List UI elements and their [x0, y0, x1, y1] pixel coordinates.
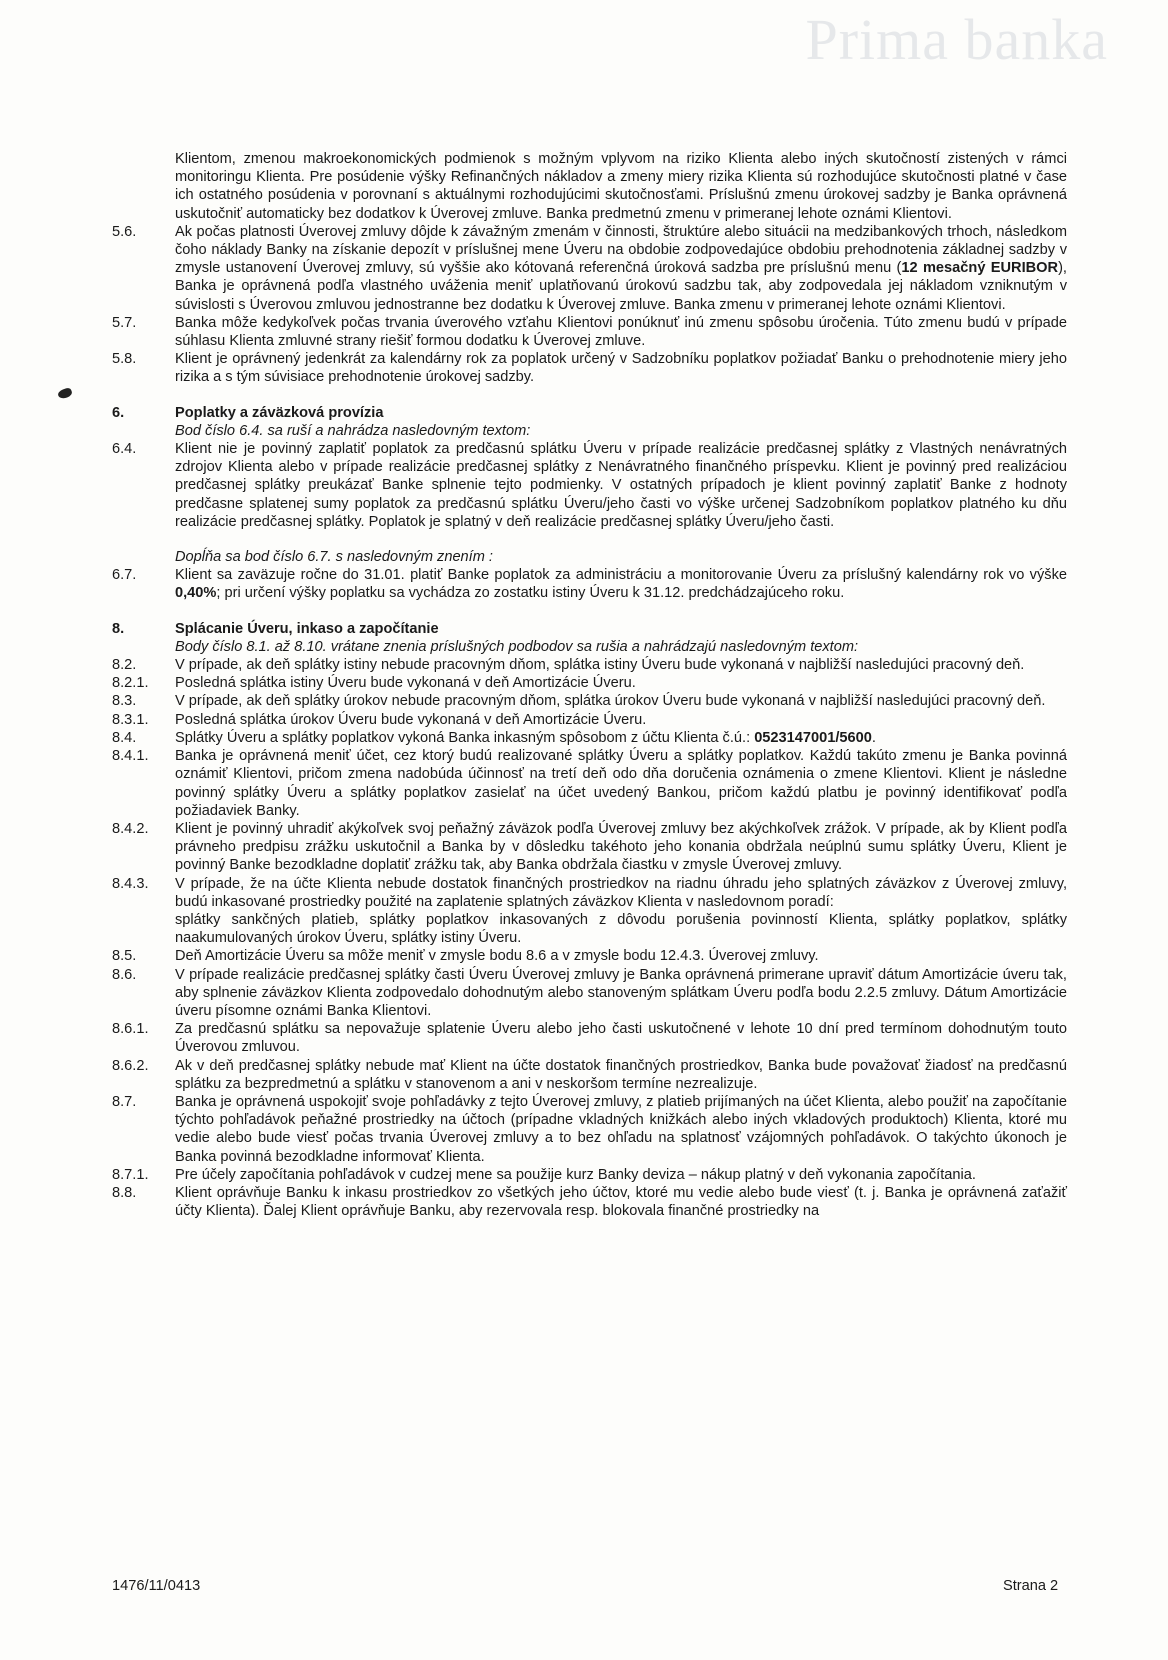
clause-5-8 — [112, 350, 1067, 386]
clause-number: 6.4. — [112, 441, 137, 458]
clause-text: Klient sa zaväzuje ročne do 31.01. platiť Banke poplatok za administráciu a monitorovanie Úveru za príslušný kalendárny rok vo výške 0,40%; pri určení výšky poplatku sa vychádza zo zostatku istiny Úveru k 31.12. predchádzajúceho roku. — [175, 567, 1067, 602]
clause-number: 8.7.1. — [112, 1166, 149, 1183]
clause-text: V prípade, ak deň splátky istiny nebude pracovným dňom, splátka istiny Úveru bude vykonaná v najbližší nasledujúci pracovný deň. — [175, 657, 1025, 674]
clause-text: Za predčasnú splátku sa nepovažuje splatenie Úveru alebo jeho časti uskutočnené v lehote 10 dní pred termínom dohodnutým touto Úverovou zmluvou. — [175, 1021, 1067, 1056]
clause-8-6-2 — [112, 1057, 1067, 1093]
clause-text: Posledná splátka úrokov Úveru bude vykonaná v deň Amortizácie Úveru. — [175, 711, 647, 728]
clause-text: Klient oprávňuje Banku k inkasu prostriedkov zo všetkých jeho účtov, ktoré mu vedie alebo bude viesť (t. j. Banka je oprávnená zaťažiť účty Klienta). Ďalej Klient oprávňuje Banku, aby rezervovala resp. blokovala finančné prostriedky na — [175, 1184, 1067, 1220]
clause-number: 8.4. — [112, 729, 137, 746]
continuation-paragraph: Klientom, zmenou makroekonomických podmienok s možným vplyvom na riziko Klienta alebo iných skutočností zistených v rámci monitoringu Klienta. Pre posúdenie výšky Refinančných nákladov a zmeny miery rizika Klienta sú rozhodujúce skutočnosti platné v čase ich ostatného posúdenia v porovnaní s aktuálnymi rozhodujúcimi skutočnosťami. Príslušnú zmenu úrokovej sadzby je Banka oprávnená uskutočniť automaticky bez dodatkov k Úverovej zmluve. Banka predmetnú zmenu v primeranej lehote oznámi Klientovi. — [175, 151, 1067, 222]
clause-text: Klient nie je povinný zaplatiť poplatok za predčasnú splátku Úveru v prípade realizácie predčasnej splátky z Vlastných nenávratných zdrojov Klienta alebo v prípade realizácie predčasnej splátky z Nenávratného finančného príspevku. Klient je povinný pred realizáciou predčasnej splátky preukázať Banke splnenie tejto podmienky. V ostatných prípadoch je klient povinný zaplatiť Banke z hodnoty predčasne splatenej sumy poplatok za predčasnú splátku Úveru/jeho časti vo výške určenej Sadzobníkom poplatkov platného ku dňu realizácie predčasnej splátky. Poplatok je splatný v deň realizácie predčasnej splátky Úveru/jeho časti. — [175, 441, 1067, 530]
clause-text: Banka je oprávnená uspokojiť svoje pohľadávky z tejto Úverovej zmluvy, z platieb prijímaných na účet Klienta, alebo použiť na započítanie týchto pohľadávok peňažné prostriedky na účtoch (prípadne vkladných knižkách alebo iných vkladových produktoch) Klienta, ktoré mu vedie alebo bude viesť počas trvania Úverovej zmluvy a to bez ohľadu na splatnosť vzájomných pohľadávok. O takýchto úkonoch je Banka povinná bezodkladne informovať Klienta. — [175, 1093, 1067, 1165]
clause-8-8 — [112, 1184, 1067, 1220]
clause-number: 5.7. — [112, 314, 137, 331]
clause-number: 5.8. — [112, 351, 137, 368]
clause-number: 8.7. — [112, 1093, 137, 1110]
clause-number: 6.7. — [112, 567, 137, 584]
payment-order-list: splátky sankčných platieb, splátky poplatkov inkasovaných z dôvodu porušenia povinností Klienta, splátky poplatkov, splátky naakumulovaných úrokov Úveru, splátky istiny Úveru. — [175, 911, 1067, 947]
clause-text: Deň Amortizácie Úveru sa môže meniť v zmysle bodu 8.6 a v zmysle bodu 12.4.3. Úverovej zmluvy. — [175, 948, 819, 965]
clause-text: Ak počas platnosti Úverovej zmluvy dôjde k závažným zmenám v činnosti, štruktúre alebo situácii na medzibankových trhoch, následkom čoho náklady Banky na získanie depozít v príslušnej mene Úveru na obdobie zodpovedajúce obdobiu prehodnotenia základnej sadzby v zmysle ustanovení Úverovej zmluvy, sú vyššie ako kótovaná referenčná úroková sadzba pre príslušnú menu (12 mesačný EURIBOR), Banka je oprávnená podľa vlastného uváženia meniť uplatňovanú úrokovú sadzbu tak, aby zodpovedala jej nákladom vzniknutým v súvislosti s Úverovou zmluvou jednostranne bez dodatku k Úverovej zmluve. Banka zmenu v primeranej lehote oznámi Klientovi. — [175, 223, 1067, 313]
clause-8-4-3 — [112, 875, 1067, 948]
clause-number: 8.4.1. — [112, 748, 149, 765]
clause-8-7 — [112, 1093, 1067, 1166]
clause-number: 8.6.1. — [112, 1021, 149, 1038]
clause-text: Banka je oprávnená meniť účet, cez ktorý budú realizované splátky Úveru a splátky poplatkov. Každú takúto zmenu je Banka povinná oznámiť Klientovi, pričom zmena nadobúda účinnosť na tretí deň odo dňa doručenia oznámenia o zmene Klientovi. Klient je následne povinný splátky Úveru a splátky poplatkov zasielať na účet uvedený Bankou, pričom každú platbu je povinný identifikovať podľa požiadaviek Banky. — [175, 748, 1067, 819]
clause-number: 8.2. — [112, 657, 137, 674]
clause-8-5 — [112, 947, 1067, 965]
clause-text — [175, 875, 1067, 948]
clause-number: 8.3. — [112, 693, 137, 710]
clause-number: 8.4.2. — [112, 820, 149, 837]
clause-text: Klient je povinný uhradiť akýkoľvek svoj peňažný záväzok podľa Úverovej zmluvy bez akýchkoľvek zrážok. V prípade, ak by Klient podľa právneho predpisu zrážku uskutočnil a Banka by v dôsledku takéhoto jeho konania obdržala neúplnú sumu splátky Úveru, Klient je povinný Banke bezodkladne doplatiť zrážku tak, aby Banka obdržala čiastku v zmysle Úverovej zmluvy. — [175, 820, 1067, 874]
clause-8-2-1 — [112, 674, 1067, 692]
clause-number: 8.5. — [112, 948, 137, 965]
fee-rate: 0,40% — [175, 585, 217, 602]
clause-text: Banka môže kedykoľvek počas trvania úverového vzťahu Klientovi ponúknuť inú zmenu spôsobu úročenia. Túto zmenu budú v prípade súhlasu Klienta zmluvné strany riešiť formou dodatku k Úverovej zmluve. — [175, 314, 1067, 350]
clause-number: 8.3.1. — [112, 711, 149, 728]
clause-text: V prípade realizácie predčasnej splátky časti Úveru Úverovej zmluvy je Banka oprávnená primerane upraviť dátum Amortizácie úveru tak, aby splnenie záväzkov Klienta zodpovedalo dohodnutým alebo stanoveným splátkam Úveru podľa bodu 2.2.5 zmluvy. Dátum Amortizácie úveru písomne oznámi Banka Klientovi. — [175, 966, 1067, 1019]
clause-number: 8.6. — [112, 966, 137, 983]
rate-name: 12 mesačný EURIBOR — [901, 260, 1059, 277]
amendment-note: Dopĺňa sa bod číslo 6.7. s nasledovným znením : — [175, 549, 493, 566]
bank-logo-watermark: Prima banka — [805, 7, 1108, 72]
section-8-heading — [112, 620, 1067, 638]
clause-8-2 — [112, 656, 1067, 674]
page-number: Strana 2 — [1003, 1578, 1059, 1594]
account-number: 0523147001/5600 — [754, 729, 872, 746]
section-6-heading — [112, 404, 1067, 422]
clause-text: Klient je oprávnený jedenkrát za kalendárny rok za poplatok určený v Sadzobníku poplatkov požiadať Banku o prehodnotenie miery jeho rizika a s tým súvisiace prehodnotenie úrokovej sadzby. — [175, 351, 1067, 386]
document-number: 1476/11/0413 — [112, 1578, 201, 1594]
clause-text: Posledná splátka istiny Úveru bude vykonaná v deň Amortizácie Úveru. — [175, 675, 636, 692]
clause-5-7 — [112, 314, 1067, 350]
clause-8-3 — [112, 692, 1067, 710]
clause-8-6 — [112, 966, 1067, 1021]
section-number: 8. — [112, 620, 125, 637]
clause-8-4 — [112, 729, 1067, 747]
clause-8-4-2 — [112, 820, 1067, 875]
clause-number: 8.2.1. — [112, 675, 149, 692]
clause-5-6 — [112, 223, 1067, 314]
clause-text: Splátky Úveru a splátky poplatkov vykoná Banka inkasným spôsobom z účtu Klienta č.ú.: 0523147001/5600. — [175, 729, 876, 746]
clause-text: V prípade, ak deň splátky úrokov nebude pracovným dňom, splátka úrokov Úveru bude vykonaná v najbližší nasledujúci pracovný deň. — [175, 693, 1046, 710]
clause-6-7 — [112, 566, 1067, 602]
clause-text: Pre účely započítania pohľadávok v cudzej mene sa použije kurz Banky deviza – nákup platný v deň vykonania započítania. — [175, 1166, 976, 1183]
amendment-note: Bod číslo 6.4. sa ruší a nahrádza nasledovným textom: — [175, 422, 531, 439]
clause-text: Ak v deň predčasnej splátky nebude mať Klient na účte dostatok finančných prostriedkov, Banka bude považovať žiadosť na predčasnú splátku za bezpredmetnú a splátku v stanovenom a ani v neskoršom termíne nezrealizuje. — [175, 1057, 1067, 1092]
section-title: Poplatky a záväzková provízia — [175, 404, 384, 421]
clause-6-4 — [112, 440, 1067, 531]
clause-8-3-1 — [112, 711, 1067, 729]
clause-number: 8.4.3. — [112, 875, 149, 892]
document-body — [112, 150, 1067, 1220]
clause-number: 8.6.2. — [112, 1057, 149, 1074]
clause-8-6-1 — [112, 1020, 1067, 1056]
clause-number: 5.6. — [112, 223, 137, 240]
amendment-note: Body číslo 8.1. až 8.10. vrátane znenia príslušných podbodov sa rušia a nahrádzajú nasledovným textom: — [175, 638, 859, 655]
clause-8-4-1 — [112, 747, 1067, 820]
ink-mark — [57, 387, 73, 400]
section-number: 6. — [112, 404, 125, 421]
clause-8-7-1 — [112, 1166, 1067, 1184]
clause-text-part: V prípade, že na účte Klienta nebude dostatok finančných prostriedkov na riadnu úhradu jeho splatných záväzkov z Úverovej zmluvy, budú inkasované prostriedky použité na zaplatenie splatných záväzkov Klienta v nasledovnom poradí: — [175, 875, 1067, 910]
faded-header-text — [620, 6, 740, 19]
clause-number: 8.8. — [112, 1184, 137, 1201]
section-title: Splácanie Úveru, inkaso a započítanie — [175, 620, 439, 637]
